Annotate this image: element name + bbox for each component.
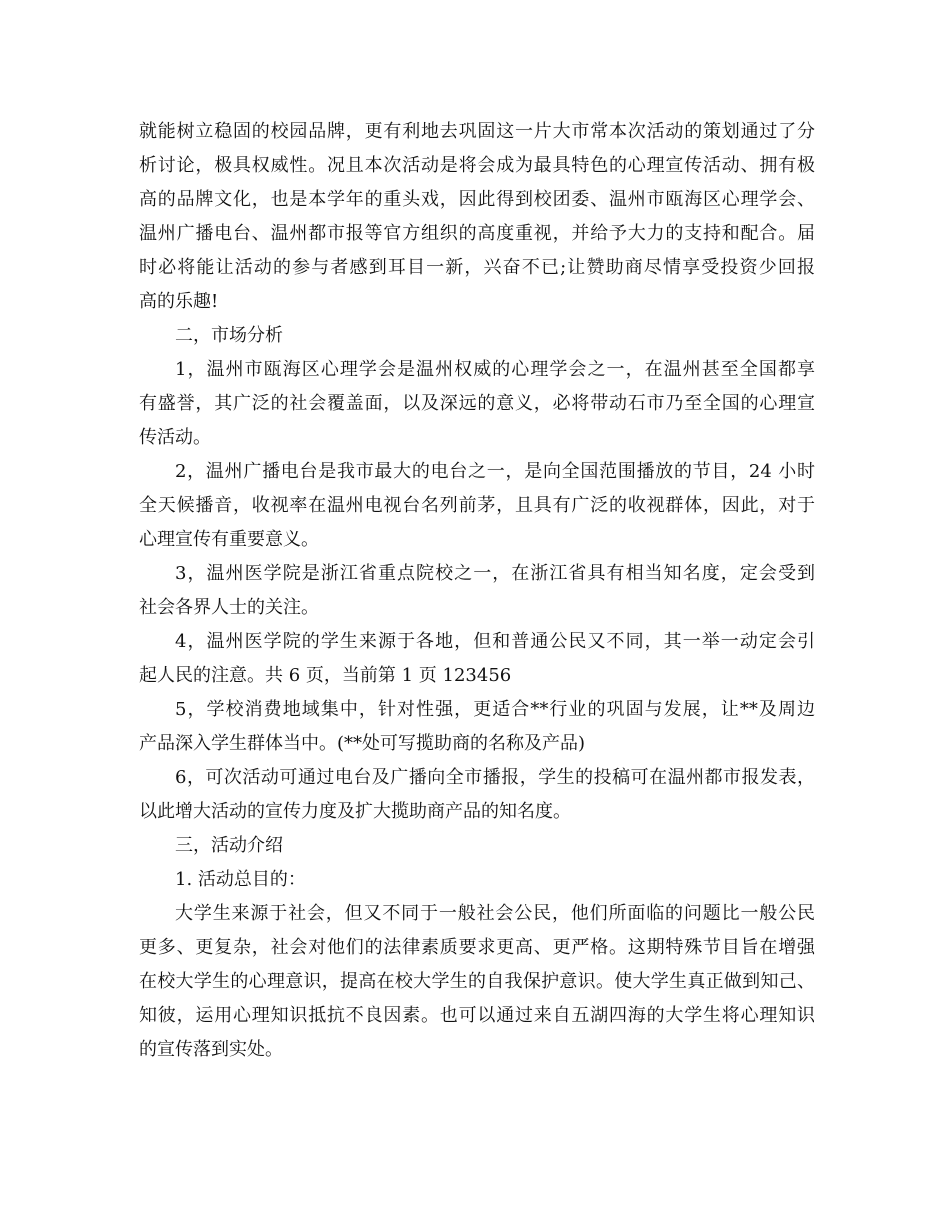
text-line: 三，活动介绍 bbox=[175, 835, 283, 856]
text-line: 更多、更复杂，社会对他们的法律素质要求更高、更严格。这期特殊节目旨在增强 bbox=[139, 937, 815, 958]
text-line: 4，温州医学院的学生来源于各地，但和普通公民又不同，其一举一动定会引 bbox=[175, 631, 815, 652]
text-line: 心理宣传有重要意义。 bbox=[139, 529, 319, 550]
text-line: 就能树立稳固的校园品牌，更有利地去巩固这一片大市常本次活动的策划通过了分 bbox=[139, 121, 815, 142]
text-line: 全天候播音，收视率在温州电视台名列前茅，且具有广泛的收视群体，因此，对于 bbox=[139, 495, 815, 516]
text-line: 1. 活动总目的： bbox=[175, 869, 306, 890]
text-line: 有盛誉，其广泛的社会覆盖面，以及深远的意义，必将带动石市乃至全国的心理宣 bbox=[139, 393, 815, 414]
text-line: 析讨论，极具权威性。况且本次活动是将会成为最具特色的心理宣传活动、拥有极 bbox=[139, 155, 815, 176]
text-line: 高的乐趣! bbox=[139, 291, 219, 312]
text-line: 以此增大活动的宣传力度及扩大揽助商产品的知名度。 bbox=[139, 801, 571, 822]
text-line: 知彼，运用心理知识抵抗不良因素。也可以通过来自五湖四海的大学生将心理知识 bbox=[139, 1005, 815, 1026]
text-line: 温州广播电台、温州都市报等官方组织的高度重视，并给予大力的支持和配合。届 bbox=[139, 223, 815, 244]
text-line: 时必将能让活动的参与者感到耳目一新，兴奋不已;让赞助商尽情享受投资少回报 bbox=[139, 257, 815, 278]
text-line: 社会各界人士的关注。 bbox=[139, 597, 319, 618]
text-line: 2，温州广播电台是我市最大的电台之一，是向全国范围播放的节目，24 小时 bbox=[175, 461, 815, 482]
text-line: 3，温州医学院是浙江省重点院校之一，在浙江省具有相当知名度，定会受到 bbox=[175, 563, 815, 584]
text-line: 产品深入学生群体当中。(**处可写揽助商的名称及产品) bbox=[139, 733, 586, 754]
text-line: 6，可次活动可通过电台及广播向全市播报，学生的投稿可在温州都市报发表， bbox=[175, 767, 815, 788]
text-line: 传活动。 bbox=[139, 427, 211, 448]
text-line: 二，市场分析 bbox=[175, 325, 283, 346]
text-line: 1，温州市瓯海区心理学会是温州权威的心理学会之一，在温州甚至全国都享 bbox=[175, 359, 815, 380]
text-line: 在校大学生的心理意识，提高在校大学生的自我保护意识。使大学生真正做到知己、 bbox=[139, 971, 815, 992]
text-line: 高的品牌文化，也是本学年的重头戏，因此得到校团委、温州市瓯海区心理学会、 bbox=[139, 189, 815, 210]
text-line: 5，学校消费地域集中，针对性强，更适合**行业的巩固与发展，让**及周边 bbox=[175, 699, 815, 720]
document-body bbox=[139, 115, 815, 1067]
text-line: 起人民的注意。共 6 页，当前第 1 页 123456 bbox=[139, 665, 512, 686]
text-line: 的宣传落到实处。 bbox=[139, 1039, 283, 1060]
text-line: 大学生来源于社会，但又不同于一般社会公民，他们所面临的问题比一般公民 bbox=[175, 903, 815, 924]
